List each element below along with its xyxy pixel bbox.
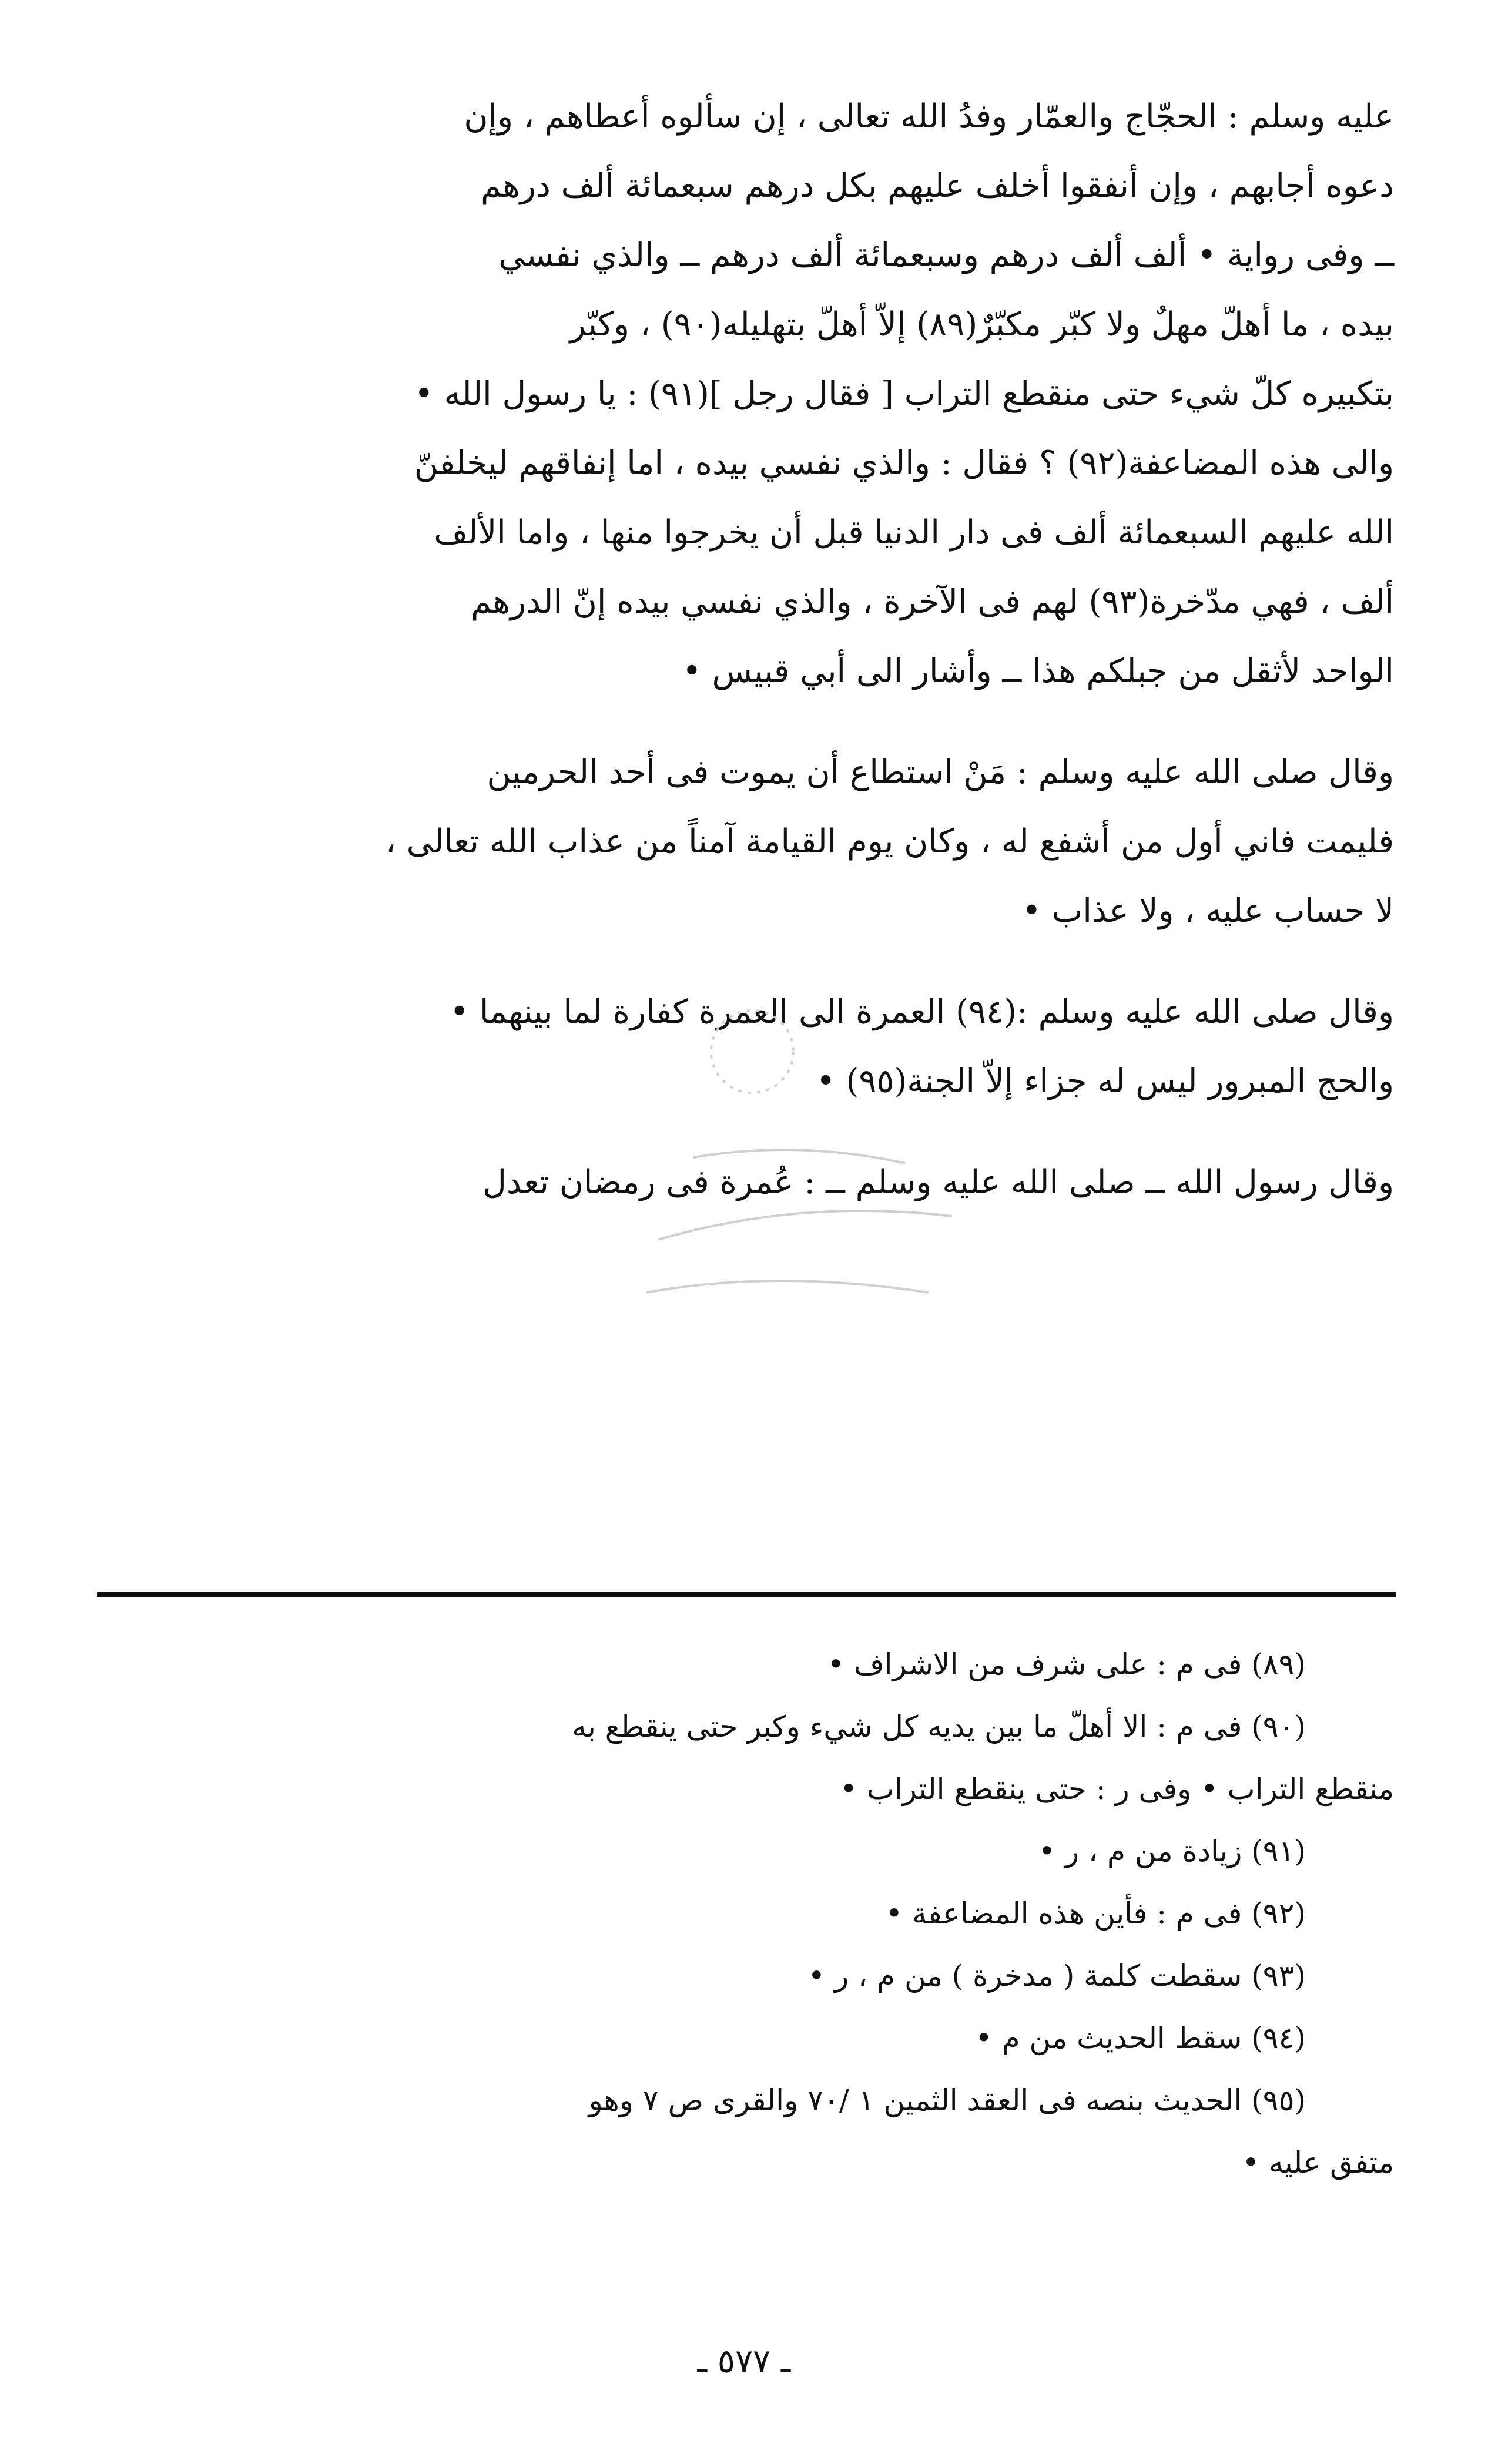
page-number: ـ ٥٧٧ ـ [697,2342,791,2381]
text-line: عليه وسلم : الحجّاج والعمّار وفدُ الله تعالى ، إن سألوه أعطاهم ، وإن [464,98,1394,136]
footnote-line: (٩٠) فى م : الا أهلّ ما بين يديه كل شيء وكبر حتى ينقطع به [572,1710,1306,1744]
text-line: بتكبيره كلّ شيء حتى منقطع التراب [ فقال رجل ](٩١) : يا رسول الله • [414,375,1394,413]
text-line: الله عليهم السبعمائة ألف فى دار الدنيا قبل أن يخرجوا منها ، واما الألف [434,513,1394,552]
main-text [88,82,1394,1217]
paragraph [88,978,1394,1116]
footnote-line: منقطع التراب • وفى ر : حتى ينقطع التراب • [840,1772,1394,1806]
footnote-line: (٩٥) الحديث بنصه فى العقد الثمين ١ /٧٠ والقرى ص ٧ وهو [588,2083,1306,2117]
text-line: والى هذه المضاعفة(٩٢) ؟ فقال : والذي نفسي بيده ، اما إنفاقهم ليخلفنّ [414,444,1394,482]
text-line: دعوه أجابهم ، وإن أنفقوا أخلف عليهم بكل درهم سبعمائة ألف درهم [481,167,1394,205]
text-line: فليمت فاني أول من أشفع له ، وكان يوم القيامة آمناً من عذاب الله تعالى ، [385,823,1394,861]
text-line: الواحد لأثقل من جبلكم هذا ــ وأشار الى أبي قبيس • [682,652,1394,690]
paragraph [88,1148,1394,1217]
text-line: ألف ، فهي مدّخرة(٩٣) لهم فى الآخرة ، والذي نفسي بيده إنّ الدرهم [471,583,1394,621]
text-line: وقال صلى الله عليه وسلم :(٩٤) العمرة الى العمرة كفارة لما بينهما • [450,993,1394,1031]
footnote-line: (٩٤) سقط الحديث من م • [975,2021,1306,2055]
text-line: بيده ، ما أهلّ مهلٌ ولا كبّر مكبّرٌ(٨٩) إلاّ أهلّ بتهليله(٩٠) ، وكبّر [569,306,1394,344]
footnotes [88,1633,1394,2194]
text-line: والحج المبرور ليس له جزاء إلاّ الجنة(٩٥) • [816,1062,1394,1100]
paragraph [88,738,1394,946]
footnote-line: (٩١) زيادة من م ، ر • [1038,1834,1306,1868]
footnote-separator-rule [97,1592,1396,1597]
text-line: لا حساب عليه ، ولا عذاب • [1021,892,1394,930]
footnote-line: متفق عليه • [1242,2146,1394,2180]
text-line: وقال صلى الله عليه وسلم : مَنْ استطاع أن يموت فى أحد الحرمين [487,753,1394,791]
footnote-line: (٩٣) سقطت كلمة ( مدخرة ) من م ، ر • [807,1959,1306,1993]
text-line: ــ وفى رواية • ألف ألف درهم وسبعمائة ألف درهم ــ والذي نفسي [498,236,1394,274]
text-line: وقال رسول الله ــ صلى الله عليه وسلم ــ : عُمرة فى رمضان تعدل [482,1163,1394,1201]
paragraph [88,82,1394,706]
footnote-line: (٩٢) فى م : فأين هذه المضاعفة • [885,1896,1306,1931]
footnote-line: (٨٩) فى م : على شرف من الاشراف • [827,1647,1306,1681]
